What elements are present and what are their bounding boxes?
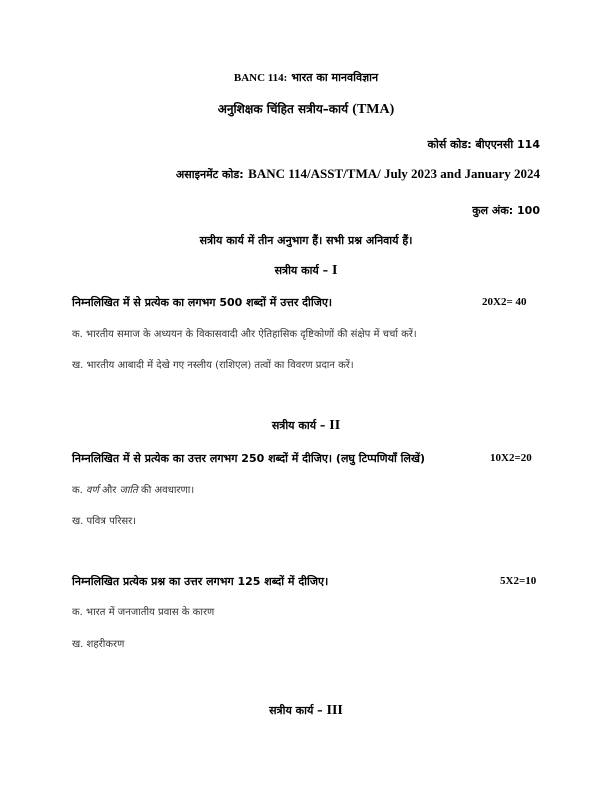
assignment-code	[176, 166, 540, 182]
section-3-heading	[0, 703, 612, 719]
section-2-q2-item-a: क. भारत में जनजातीय प्रवास के कारण	[72, 607, 215, 618]
document-subtitle	[0, 100, 612, 118]
section-1-numeral: I	[331, 263, 338, 278]
assignment-code-label: असाइनमेंट कोड:	[175, 168, 244, 181]
instructions: सत्रीय कार्य में तीन अनुभाग हैं। सभी प्रश्न अनिवार्य हैं।	[199, 234, 413, 247]
section-1-question: निम्नलिखित में से प्रत्येक का लगभग 500 शब्दों में उत्तर दीजिए।	[72, 296, 333, 309]
total-marks	[472, 203, 540, 218]
total-marks-label: कुल अंक:	[472, 204, 514, 217]
item-a-prefix: क.	[72, 485, 83, 496]
item-a-varna: वर्ण	[86, 485, 99, 496]
assignment-code-value: BANC 114/ASST/TMA/ July 2023 and January 2024	[248, 166, 540, 181]
section-2-item-b: ख. पवित्र परिसर।	[72, 516, 137, 527]
section-1-heading	[0, 263, 612, 279]
section-1-title: सत्रीय कार्य –	[274, 264, 329, 277]
document-title	[0, 70, 612, 85]
section-2-title: सत्रीय कार्य –	[271, 419, 326, 432]
section-1-item-b: ख. भारतीय आबादी में देखे गए नस्लीय (राशिएल) तत्वों का विवरण प्रदान करें।	[72, 360, 354, 371]
section-2-question-2: निम्नलिखित प्रत्येक प्रश्न का उत्तर लगभग 125 शब्दों में दीजिए।	[72, 575, 329, 588]
subtitle-text: अनुशिक्षक चिंहित सत्रीय–कार्य	[217, 102, 349, 116]
subtitle-abbr: (TMA)	[352, 102, 395, 117]
course-title-text: भारत का मानवविज्ञान	[291, 71, 379, 84]
course-code-value: बीएएनसी 114	[475, 138, 540, 151]
section-2-marks: 10X2=20	[490, 452, 532, 464]
section-2-heading	[0, 418, 612, 434]
total-marks-value: 100	[517, 204, 540, 217]
section-3-numeral: III	[326, 703, 343, 718]
course-title-code: BANC 114:	[233, 72, 288, 84]
section-2-q2-item-b: ख. शहरीकरण	[72, 639, 125, 650]
item-a-jati: जाति	[119, 485, 138, 496]
section-1-item-a: क. भारतीय समाज के अध्ययन के विकासवादी और ऐतिहासिक दृष्टिकोणों की संक्षेप में चर्चा करें।	[72, 329, 417, 340]
section-2-marks-2: 5X2=10	[500, 575, 537, 587]
item-a-and: और	[102, 485, 117, 496]
section-1-marks: 20X2= 40	[482, 296, 527, 308]
course-code	[428, 137, 540, 152]
section-2-item-a	[72, 482, 194, 496]
section-3-title: सत्रीय कार्य –	[269, 704, 323, 717]
course-code-label: कोर्स कोड:	[427, 138, 472, 151]
section-2-numeral: II	[329, 418, 341, 433]
section-2-question: निम्नलिखित में से प्रत्येक का उत्तर लगभग 250 शब्दों में दीजिए। (लघु टिप्पणियाँ लिखें)	[72, 452, 425, 465]
item-a-suffix: की अवधारणा।	[141, 485, 195, 496]
